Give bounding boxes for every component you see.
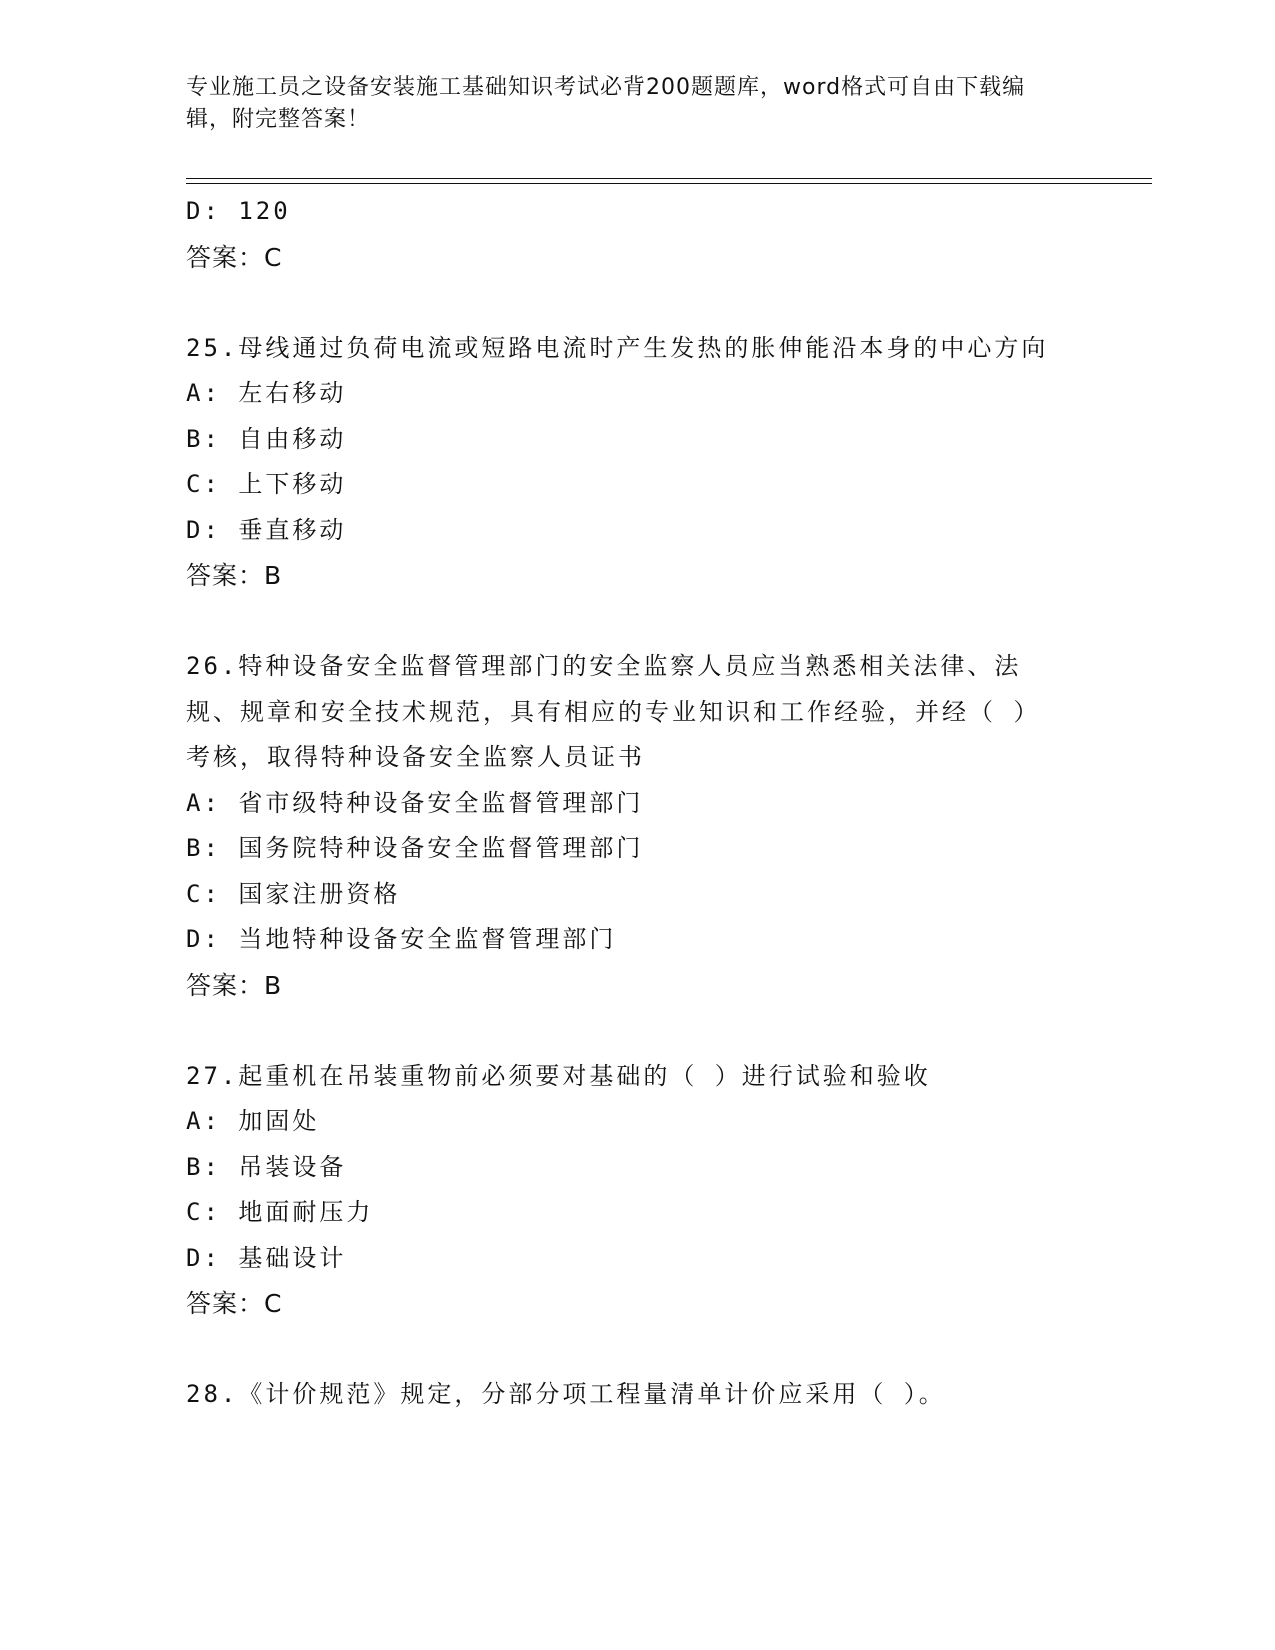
question-26 — [186, 644, 1066, 1008]
header-divider-bottom — [186, 183, 1152, 184]
question-28 — [186, 1372, 1066, 1418]
question-27-option-a: A: 加固处 — [186, 1107, 320, 1135]
prev-option-d: D: 120 — [186, 197, 291, 225]
question-26-text: 26.特种设备安全监督管理部门的安全监察人员应当熟悉相关法律、法规、规章和安全技术规范，具有相应的专业知识和工作经验，并经（ ）考核，取得特种设备安全监察人员证书 — [186, 652, 1041, 771]
question-26-option-b: B: 国务院特种设备安全监督管理部门 — [186, 834, 644, 862]
question-28-text: 28.《计价规范》规定，分部分项工程量清单计价应采用（ ）。 — [186, 1380, 946, 1408]
question-25 — [186, 326, 1066, 599]
question-25-answer: 答案：B — [186, 561, 283, 590]
question-list — [186, 189, 1066, 1418]
question-27-text: 27.起重机在吊装重物前必须要对基础的（ ）进行试验和验收 — [186, 1061, 931, 1090]
prev-answer: 答案：C — [186, 242, 283, 272]
spacer — [186, 599, 1066, 645]
document-header — [186, 72, 1066, 136]
question-26-option-a: A: 省市级特种设备安全监督管理部门 — [186, 788, 644, 817]
header-divider-top — [186, 178, 1152, 179]
question-26-option-d: D: 当地特种设备安全监督管理部门 — [186, 925, 617, 953]
spacer — [186, 280, 1066, 326]
question-25-option-d: D: 垂直移动 — [186, 515, 347, 544]
question-27-answer: 答案：C — [186, 1289, 283, 1318]
question-27-option-d: D: 基础设计 — [186, 1243, 347, 1272]
question-26-answer: 答案：B — [186, 970, 283, 1000]
question-26-option-c: C: 国家注册资格 — [186, 879, 401, 908]
question-25-text: 25.母线通过负荷电流或短路电流时产生发热的胀伸能沿本身的中心方向 — [186, 333, 1049, 362]
question-25-option-b: B: 自由移动 — [186, 424, 347, 453]
question-27 — [186, 1054, 1066, 1327]
spacer — [186, 1327, 1066, 1373]
question-27-option-b: B: 吊装设备 — [186, 1152, 347, 1181]
question-25-option-c: C: 上下移动 — [186, 470, 347, 498]
spacer — [186, 1008, 1066, 1054]
question-27-option-c: C: 地面耐压力 — [186, 1198, 374, 1226]
question-25-option-a: A: 左右移动 — [186, 379, 347, 407]
document-title: 专业施工员之设备安装施工基础知识考试必背200题题库，word格式可自由下载编辑，附完整答案！ — [186, 75, 1026, 132]
